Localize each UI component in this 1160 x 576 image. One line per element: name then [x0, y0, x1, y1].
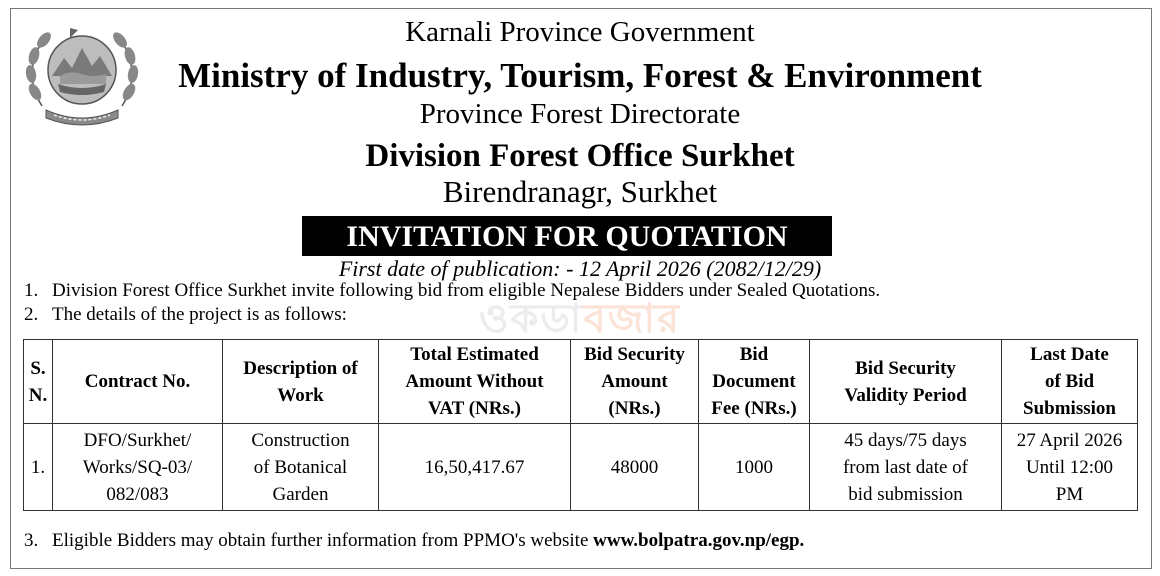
- cell-sn: 1.: [24, 424, 53, 511]
- notice-title-banner: INVITATION FOR QUOTATION: [302, 216, 832, 256]
- header-bid-security-amount: Bid Security Amount (NRs.): [571, 340, 699, 424]
- paragraph-2: [24, 304, 347, 326]
- paragraph-2-text: The details of the project is as follows:: [52, 304, 347, 325]
- government-name: Karnali Province Government: [405, 16, 755, 48]
- header-validity-period: Bid Security Validity Period: [810, 340, 1002, 424]
- table-row: [24, 424, 1138, 511]
- paragraph-3: [24, 530, 804, 552]
- header-sn: S. N.: [24, 340, 53, 424]
- office-name: Division Forest Office Surkhet: [365, 138, 795, 174]
- cell-document-fee: 1000: [699, 424, 810, 511]
- header-contract-no: Contract No.: [53, 340, 223, 424]
- cell-description: Construction of Botanical Garden: [223, 424, 379, 511]
- bid-details-table: [23, 339, 1138, 511]
- cell-estimated-amount: 16,50,417.67: [379, 424, 571, 511]
- ministry-name: Ministry of Industry, Tourism, Forest & Environment: [178, 56, 982, 95]
- watermark-right: বজার: [583, 296, 682, 342]
- header-last-date: Last Date of Bid Submission: [1002, 340, 1138, 424]
- cell-last-date: 27 April 2026 Until 12:00 PM: [1002, 424, 1138, 511]
- header-document-fee: Bid Document Fee (NRs.): [699, 340, 810, 424]
- paragraph-1-number: 1.: [24, 280, 39, 301]
- paragraph-3-number: 3.: [24, 530, 39, 551]
- watermark-left: ওকডা: [478, 296, 584, 342]
- paragraph-1-text: Division Forest Office Surkhet invite following bid from eligible Nepalese Bidders under Sealed Quotations.: [52, 280, 881, 301]
- directorate-name: Province Forest Directorate: [419, 98, 741, 130]
- cell-validity-period: 45 days/75 days from last date of bid submission: [810, 424, 1002, 511]
- header-description: Description of Work: [223, 340, 379, 424]
- paragraph-3-text: Eligible Bidders may obtain further information from PPMO's website: [52, 530, 594, 551]
- ppmo-website-link[interactable]: www.bolpatra.gov.np/egp.: [593, 530, 805, 551]
- cell-bid-security-amount: 48000: [571, 424, 699, 511]
- paragraph-2-number: 2.: [24, 304, 39, 325]
- cell-contract-no: DFO/Surkhet/ Works/SQ-03/ 082/083: [53, 424, 223, 511]
- office-address: Birendranagr, Surkhet: [442, 174, 718, 209]
- table-header-row: [24, 340, 1138, 424]
- publication-date: First date of publication: - 12 April 2026 (2082/12/29): [338, 256, 822, 281]
- header-estimated-amount: Total Estimated Amount Without VAT (NRs.): [379, 340, 571, 424]
- paragraph-1: [24, 280, 880, 302]
